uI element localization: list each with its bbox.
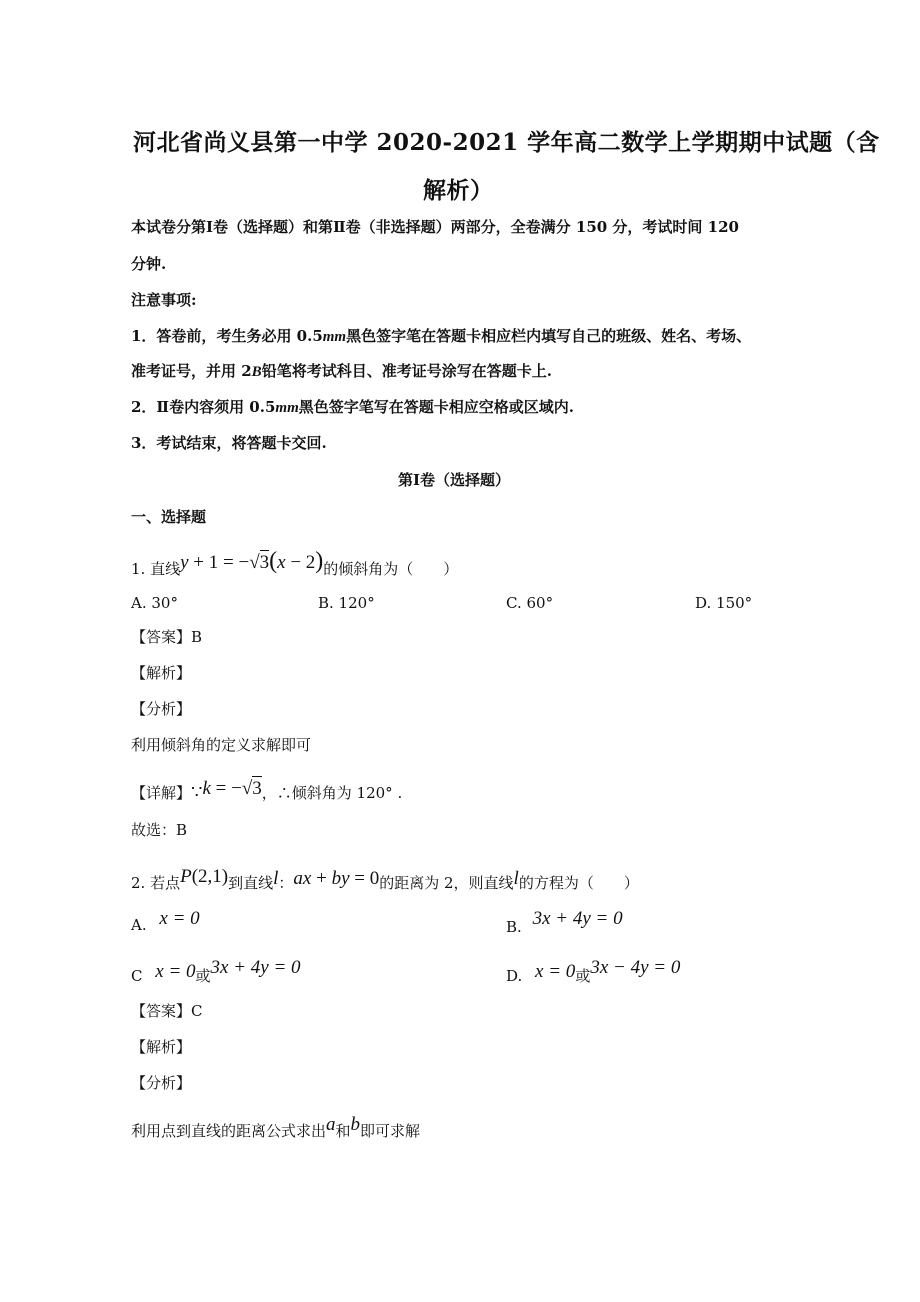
q2-l2: l — [513, 868, 519, 889]
q1-stem — [131, 548, 458, 582]
because-symbol: ∵ — [191, 782, 203, 802]
q1-option-c: C. 60° — [506, 594, 554, 612]
q1-option-d: D. 150° — [695, 594, 753, 612]
part1-title: 第Ⅰ卷（选择题） — [398, 471, 511, 489]
intro-line1: 本试卷分第Ⅰ卷（选择题）和第Ⅱ卷（非选择题）两部分，全卷满分 150 分，考试时间 120 — [131, 218, 739, 236]
q2-P: P — [180, 866, 192, 887]
notice-item3: 3．考试结束，将答题卡交回. — [131, 434, 327, 452]
q2-option-b-eq: 3x + 4y = 0 — [532, 908, 623, 929]
q2-colon: ： — [278, 874, 294, 892]
q2-mid2: 的距离为 2，则直线 — [379, 874, 514, 892]
q1-eq-left: + 1 = − — [188, 552, 250, 573]
q2-fenxi: 【分析】 — [131, 1074, 192, 1092]
q1-prefix: 1. 直线 — [131, 560, 181, 578]
q2-option-d-label: D. — [506, 967, 523, 985]
q1-method: 利用倾斜角的定义求解即可 — [131, 736, 312, 754]
q2-option-d-eq1: x = 0 — [535, 961, 576, 982]
notice-item2 — [131, 397, 574, 418]
q2-stem — [131, 864, 639, 896]
q2-option-c — [131, 955, 301, 989]
notice-item1-text-b: 黑色签字笔在答题卡相应栏内填写自己的班级、姓名、考场、 — [346, 327, 752, 345]
q2-option-c-eq2: 3x + 4y = 0 — [210, 957, 301, 978]
intro-line2: 分钟. — [131, 255, 167, 273]
notice-heading: 注意事项: — [131, 291, 197, 309]
q1-eq-radical: √ — [249, 552, 260, 573]
q1-option-a: A. 30° — [131, 594, 178, 612]
q1-eq-open: ( — [269, 548, 278, 574]
q2-option-b — [506, 906, 623, 940]
q2-y: y — [341, 868, 350, 889]
q2-option-a-eq: x = 0 — [159, 908, 200, 929]
q2-answer: 【答案】C — [131, 1002, 203, 1020]
notice-item2-text-a: 2．Ⅱ卷内容须用 0.5 — [131, 398, 276, 416]
q2-P-coord: (2,1) — [191, 866, 229, 887]
q2-prefix: 2. 若点 — [131, 874, 181, 892]
q2-a: a — [293, 868, 303, 889]
q1-detail-prefix: 【详解】 — [131, 784, 192, 802]
q1-k-sqrt: 3 — [252, 778, 262, 799]
q2-l: l — [273, 868, 279, 889]
q2-option-d-or: 或 — [575, 967, 591, 985]
q2-option-a — [131, 906, 200, 938]
q1-k-eq: = − — [210, 778, 242, 799]
q2-b: b — [331, 868, 342, 889]
q1-detail-suffix: ，∴倾斜角为 120° . — [261, 784, 403, 802]
q2-method-b: 即可求解 — [360, 1122, 421, 1140]
q1-analysis: 【解析】 — [131, 664, 192, 682]
q2-option-c-or: 或 — [195, 967, 211, 985]
q2-option-a-label: A. — [131, 916, 147, 934]
q2-plus: + — [311, 868, 332, 889]
q1-k-radical: √ — [241, 778, 253, 799]
q2-method-var-a: a — [326, 1114, 336, 1135]
q1-suffix: 的倾斜角为（ ） — [323, 560, 459, 578]
document-title-line1: 河北省尚义县第一中学 2020-2021 学年高二数学上学期期中试题（含 — [133, 129, 880, 156]
q2-method-and: 和 — [335, 1122, 351, 1140]
q1-eq-close: ) — [315, 548, 324, 574]
q1-option-b: B. 120° — [318, 594, 375, 612]
notice-item2-mm: mm — [275, 400, 299, 416]
q1-eq-sqrt: 3 — [259, 552, 270, 573]
q1-answer: 【答案】B — [131, 628, 203, 646]
q2-x: x — [302, 868, 312, 889]
q2-line-eq — [293, 868, 379, 889]
notice-item1-text-c: 准考证号，并用 2 — [131, 362, 252, 380]
q1-k: k — [202, 778, 211, 799]
notice-item1-text-d: 铅笔将考试科目、准考证号涂写在答题卡上. — [261, 362, 552, 380]
q2-option-c-label: C — [131, 967, 143, 985]
q1-eq-x: x — [277, 552, 286, 573]
section1-title: 一、选择题 — [131, 508, 207, 526]
notice-item1-B: B — [251, 364, 262, 380]
q1-fenxi: 【分析】 — [131, 700, 192, 718]
q1-detail-k-eq — [202, 776, 261, 799]
q2-method-a: 利用点到直线的距离公式求出 — [131, 1122, 327, 1140]
q2-option-d-eq2: 3x − 4y = 0 — [590, 957, 681, 978]
q2-eq0: = 0 — [349, 868, 380, 889]
notice-item1-mm: mm — [322, 329, 347, 345]
notice-item1-line2 — [131, 361, 552, 382]
notice-item1-line1 — [131, 326, 751, 347]
q1-conclusion: 故选：B — [131, 821, 188, 839]
q2-mid1: 到直线 — [228, 874, 274, 892]
q2-option-c-eq1: x = 0 — [155, 961, 196, 982]
q2-point — [180, 866, 228, 887]
document-title-line2: 解析） — [423, 177, 494, 204]
q2-suffix: 的方程为（ ） — [518, 874, 639, 892]
q2-option-b-label: B. — [506, 918, 522, 936]
q1-eq-minus2: − 2 — [285, 552, 316, 573]
q2-method-var-b: b — [350, 1114, 361, 1135]
q1-eq-y: y — [180, 552, 189, 573]
q2-method — [131, 1112, 420, 1144]
q1-equation — [180, 548, 324, 574]
notice-item2-text-b: 黑色签字笔写在答题卡相应空格或区域内. — [298, 398, 574, 416]
q1-detail — [131, 776, 402, 806]
q2-analysis: 【解析】 — [131, 1038, 192, 1056]
notice-item1-text-a: 1．答卷前，考生务必用 0.5 — [131, 327, 323, 345]
q2-option-d — [506, 955, 680, 989]
